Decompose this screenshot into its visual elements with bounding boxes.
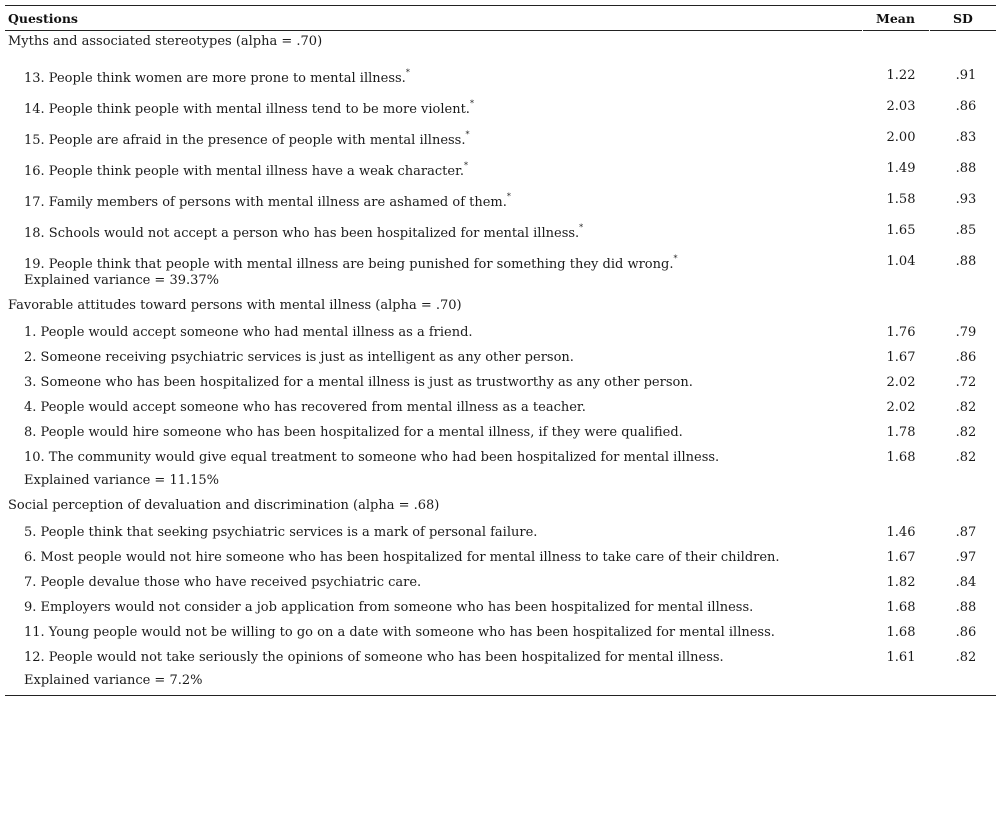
sd-value: .88	[955, 254, 977, 269]
question-label: 7. People devalue those who have received psychiatric care.	[24, 575, 422, 590]
question-text	[24, 425, 683, 440]
question-text	[24, 191, 511, 210]
header-questions: Questions	[8, 11, 78, 26]
question-label: 18. Schools would not accept a person who has been hospitalized for mental illness.	[24, 226, 580, 241]
question-label: 19. People think that people with mental illness are being punished for something they did wrong.	[24, 257, 674, 272]
question-label: 11. Young people would not be willing to go on a date with someone who has been hospitalized for mental illness.	[24, 625, 775, 640]
question-text	[24, 600, 753, 615]
footnote-marker: *	[469, 98, 474, 108]
footnote-marker: *	[405, 67, 410, 77]
table-row	[5, 180, 996, 211]
question-label: 17. Family members of persons with mental illness are ashamed of them.	[24, 195, 507, 210]
sd-value: .91	[955, 68, 977, 83]
header-column-gap	[862, 6, 863, 31]
table-row	[5, 118, 996, 149]
question-text	[24, 525, 537, 540]
explained-variance: Explained variance = 7.2%	[24, 673, 203, 688]
table-row	[5, 420, 996, 445]
mean-value: 1.68	[886, 625, 916, 640]
mean-value: 1.22	[886, 68, 916, 83]
sd-value: .86	[955, 99, 977, 114]
footnote-marker: *	[579, 222, 584, 232]
table-row	[5, 242, 996, 273]
section-title: Favorable attitudes toward persons with mental illness (alpha = .70)	[8, 298, 462, 313]
sd-value: .82	[955, 425, 977, 440]
mean-value: 1.58	[886, 192, 916, 207]
sd-value: .93	[955, 192, 977, 207]
question-text	[24, 625, 775, 640]
table-row	[5, 570, 996, 595]
question-text	[24, 160, 469, 179]
mean-value: 1.04	[886, 254, 916, 269]
explained-variance-row	[5, 273, 996, 295]
section-heading	[5, 31, 996, 56]
question-label: 8. People would hire someone who has been hospitalized for a mental illness, if they were qualified.	[24, 425, 683, 440]
mean-value: 1.61	[886, 650, 916, 665]
table-row	[5, 445, 996, 470]
question-label: 3. Someone who has been hospitalized for a mental illness is just as trustworthy as any other person.	[24, 375, 693, 390]
question-label: 9. Employers would not consider a job application from someone who has been hospitalized for mental illness.	[24, 600, 754, 615]
table-row	[5, 545, 996, 570]
sd-value: .82	[955, 650, 977, 665]
table-row	[5, 395, 996, 420]
section-heading	[5, 495, 996, 520]
explained-variance-row	[5, 470, 996, 495]
question-text	[24, 350, 574, 365]
sd-value: .82	[955, 450, 977, 465]
question-text	[24, 98, 474, 117]
table-row	[5, 620, 996, 645]
table-header	[5, 5, 996, 31]
question-text	[24, 253, 678, 272]
mean-value: 1.82	[886, 575, 916, 590]
table-row	[5, 645, 996, 670]
question-text	[24, 400, 586, 415]
table-row	[5, 520, 996, 545]
mean-value: 1.68	[886, 600, 916, 615]
sd-value: .86	[955, 625, 977, 640]
mean-value: 1.76	[886, 325, 916, 340]
question-text	[24, 129, 470, 148]
section-title: Myths and associated stereotypes (alpha = .70)	[8, 34, 323, 49]
footnote-marker: *	[465, 129, 470, 139]
sd-value: .88	[955, 600, 977, 615]
question-label: 6. Most people would not hire someone who has been hospitalized for mental illness to take care of their children.	[24, 550, 780, 565]
mean-value: 1.67	[886, 350, 916, 365]
table-bottom-rule	[5, 695, 996, 696]
question-label: 10. The community would give equal treatment to someone who had been hospitalized for mental illness.	[24, 450, 720, 465]
table-body	[5, 31, 996, 695]
table-row	[5, 87, 996, 118]
table-row	[5, 345, 996, 370]
results-table	[5, 5, 996, 696]
sd-value: .83	[955, 130, 977, 145]
mean-value: 1.65	[886, 223, 916, 238]
table-row	[5, 211, 996, 242]
question-label: 15. People are afraid in the presence of people with mental illness.	[24, 133, 466, 148]
table-row	[5, 56, 996, 87]
table-row	[5, 370, 996, 395]
question-label: 12. People would not take seriously the opinions of someone who has been hospitalized for mental illness.	[24, 650, 724, 665]
sd-value: .82	[955, 400, 977, 415]
section-heading	[5, 295, 996, 320]
explained-variance: Explained variance = 11.15%	[24, 473, 220, 488]
footnote-marker: *	[673, 253, 678, 263]
question-text	[24, 550, 780, 565]
question-label: 14. People think people with mental illness tend to be more violent.	[24, 102, 470, 117]
sd-value: .88	[955, 161, 977, 176]
question-text	[24, 325, 473, 340]
footnote-marker: *	[464, 160, 469, 170]
question-label: 4. People would accept someone who has recovered from mental illness as a teacher.	[24, 400, 586, 415]
mean-value: 2.03	[886, 99, 916, 114]
question-text	[24, 450, 719, 465]
sd-value: .85	[955, 223, 977, 238]
header-sd: SD	[953, 11, 973, 26]
question-label: 16. People think people with mental illness have a weak character.	[24, 164, 465, 179]
footnote-marker: *	[506, 191, 511, 201]
sd-value: .79	[955, 325, 977, 340]
table-row	[5, 320, 996, 345]
mean-value: 2.02	[886, 400, 916, 415]
question-text	[24, 375, 693, 390]
mean-value: 2.00	[886, 130, 916, 145]
sd-value: .86	[955, 350, 977, 365]
mean-value: 1.67	[886, 550, 916, 565]
explained-variance-row	[5, 670, 996, 695]
mean-value: 2.02	[886, 375, 916, 390]
sd-value: .97	[955, 550, 977, 565]
question-text	[24, 222, 584, 241]
mean-value: 1.78	[886, 425, 916, 440]
question-text	[24, 67, 410, 86]
mean-value: 1.49	[886, 161, 916, 176]
mean-value: 1.46	[886, 525, 916, 540]
question-label: 1. People would accept someone who had mental illness as a friend.	[24, 325, 473, 340]
explained-variance: Explained variance = 39.37%	[24, 273, 220, 288]
mean-value: 1.68	[886, 450, 916, 465]
header-column-gap	[929, 6, 930, 31]
table-row	[5, 149, 996, 180]
sd-value: .87	[955, 525, 977, 540]
header-mean: Mean	[876, 11, 915, 26]
table-row	[5, 595, 996, 620]
sd-value: .72	[955, 375, 977, 390]
question-label: 13. People think women are more prone to mental illness.	[24, 71, 406, 86]
question-label: 5. People think that seeking psychiatric services is a mark of personal failure.	[24, 525, 538, 540]
section-title: Social perception of devaluation and discrimination (alpha = .68)	[8, 498, 440, 513]
question-text	[24, 575, 421, 590]
question-text	[24, 650, 724, 665]
sd-value: .84	[955, 575, 977, 590]
question-label: 2. Someone receiving psychiatric services is just as intelligent as any other person.	[24, 350, 574, 365]
